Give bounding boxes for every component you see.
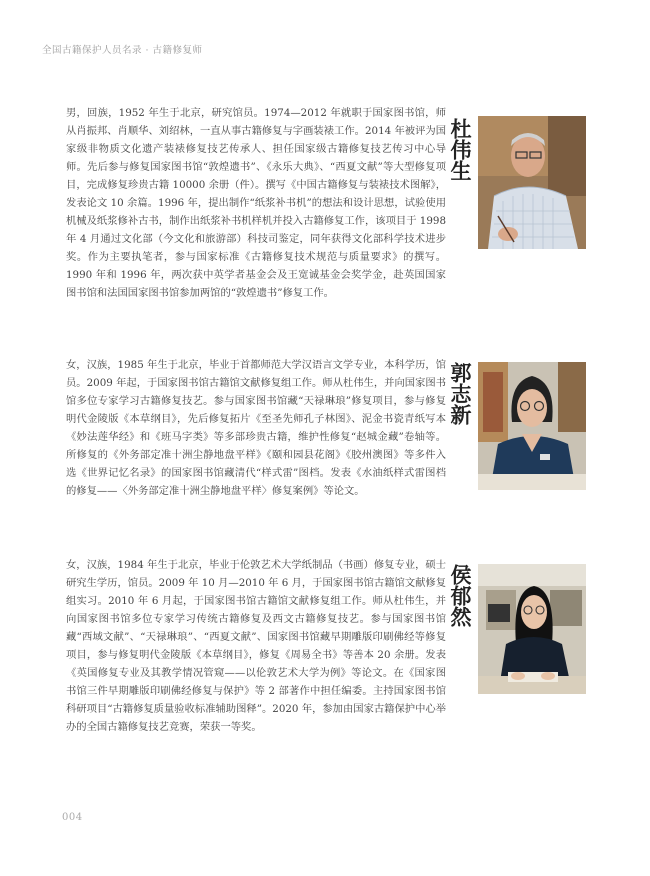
bio-text: 女，汉族，1984 年生于北京，毕业于伦敦艺术大学纸制品（书画）修复专业，硕士研究生学历，馆员。2009 年 10 月—2010 年 6 月，于国家图书馆古籍馆文献修复组实习。2010 年 6 月起，于国家图书馆古籍馆文献修复组工作。师从杜伟生，并向国家图书馆多位专家学习传统古籍修复及西文古籍修复技艺。参与国家图书馆藏“西域文献”、“天禄琳琅”、“西夏文献”、国家图书馆藏早期雕版印刷佛经等修复项目，参与修复明代金陵版《本草纲目》，修复《周易全书》等善本 20 余册。发表《英国修复专业及其教学情况管窥——以伦敦艺术大学为例》等论文。在《国家图书馆三件早期雕版印刷佛经修复与保护》等 2 部著作中担任编委。主持国家图书馆科研项目“古籍修复质量验收标准辅助图释”。2020 年，参加由国家古籍保护中心举办的全国古籍修复技艺竞赛，荣获一等奖。 xyxy=(66,559,447,733)
bio-text: 女，汉族，1985 年生于北京，毕业于首都师范大学汉语言文学专业，本科学历，馆员。2009 年起，于国家图书馆古籍馆文献修复组工作。师从杜伟生，并向国家图书馆多位专家学习古籍修复技艺。参与国家图书馆藏“天禄琳琅”修复项目，参与修复明代金陵版《本草纲目》，先后修复拓片《至圣先师孔子林图》、泥金书瓷青纸写本《妙法莲华经》和《班马字类》等多部珍贵古籍，维护性修复“赵城金藏”卷轴等。所修复的《外务部定准十洲尘静地盘平样》《颐和园县花阁》《胶州澳图》等多件入选《世界记忆名录》的国家图书馆藏清代“样式雷”图档。发表《水油纸样式雷图档的修复——〈外务部定准十洲尘静地盘平样〉修复案例》等论文。 xyxy=(66,359,446,497)
portrait-photo xyxy=(478,116,586,249)
portrait-photo xyxy=(478,362,586,490)
page-number: 004 xyxy=(62,812,83,823)
person-name: 杜伟生 xyxy=(448,118,473,181)
running-header: 全国古籍保护人员名录 · 古籍修复师 xyxy=(42,45,203,56)
person-name: 侯郁然 xyxy=(448,564,473,627)
bio-text: 男，回族，1952 年生于北京，研究馆员。1974—2012 年就职于国家图书馆，师从肖振邦、肖顺华、刘绍林，一直从事古籍修复与字画装裱工作。2014 年被评为国家级非物质文化遗产装裱修复技艺传承人、担任国家级古籍修复技艺传习中心导师。先后参与修复国家图书馆“敦煌遗书”、《永乐大典》、“西夏文献”等大型修复项目，完成修复珍贵古籍 10000 余册（件）。撰写《中国古籍修复与装裱技术图解》，发表论文 10 余篇。1996 年，提出制作“纸浆补书机”的想法和设计思想，试验使用机械及纸浆修补古书，制作出纸浆补书机样机并投入古籍修复工作，该项目于 1998 年 4 月通过文化部（今文化和旅游部）科技司鉴定，同年获得文化部科学技术进步奖。作为主要执笔者，参与国家标准《古籍修复技术规范与质量要求》的撰写。1990 年和 1996 年，两次获中英学者基金会及王宽诚基金会奖学金，赴英国国家图书馆和法国国家图书馆参加两馆的“敦煌遗书”修复工作。 xyxy=(66,107,446,299)
person-name: 郭志新 xyxy=(448,362,473,425)
portrait-photo xyxy=(478,564,586,694)
